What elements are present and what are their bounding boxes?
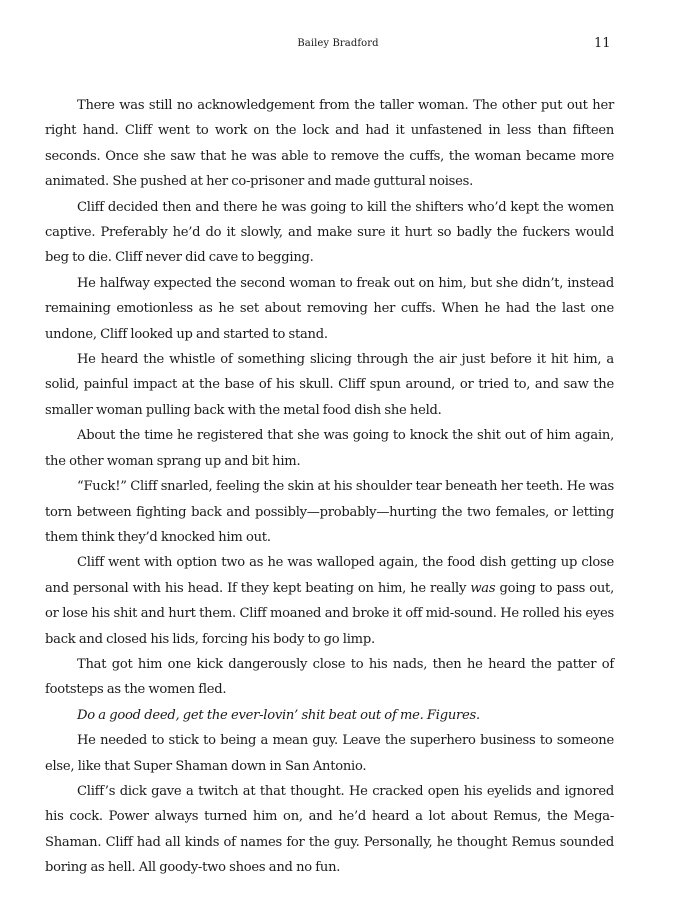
italic-thought: Do a good deed, get the ever-lovin’ shit beat out of me. Figures. (77, 707, 480, 723)
paragraph: There was still no acknowledgement from the taller woman. The other put out her right hand. Cliff went to work on the lock and had it unfastened in less than fifteen seconds. Once she saw that he was able to remove the cuffs, the woman became more animated. She pushed at her co-prisoner and made guttural noises. (45, 98, 614, 190)
paragraph (45, 550, 614, 652)
page-number: 11 (594, 36, 611, 51)
paragraph: He needed to stick to being a mean guy. Leave the superhero business to someone else, like that Super Shaman down in San Antonio. (45, 733, 614, 774)
paragraph-text: going to pass out, or lose his shit and hurt them. Cliff moaned and broke it off mid-sound. He rolled his eyes back and closed his lids, forcing his body to go limp. (45, 580, 614, 647)
paragraph: He heard the whistle of something slicing through the air just before it hit him, a solid, painful impact at the base of his skull. Cliff spun around, or tried to, and saw the smaller woman pulling back with the metal food dish she held. (45, 352, 614, 418)
emphasis-text: was (470, 580, 496, 596)
running-header-author: Bailey Bradford (297, 38, 379, 49)
paragraph: He halfway expected the second woman to freak out on him, but she didn’t, instead remaining emotionless as he set about removing her cuffs. When he had the last one undone, Cliff looked up and started to stand. (45, 275, 614, 342)
paragraph: Cliff decided then and there he was going to kill the shifters who’d kept the women captive. Preferably he’d do it slowly, and make sure it hurt so badly the fuckers would beg to die. Cliff never did cave to begging. (45, 199, 614, 266)
body-text (45, 93, 614, 881)
paragraph: “Fuck!” Cliff snarled, feeling the skin at his shoulder tear beneath her teeth. He was torn between fighting back and possibly—probably—hurting the two females, or letting them think they’d knocked him out. (45, 479, 614, 545)
paragraph-text: Cliff went with option two as he was walloped again, the food dish getting up close and personal with his head. If they kept beating on him, he really (45, 555, 614, 596)
paragraph: About the time he registered that she was going to knock the shit out of him again, the other woman sprang up and bit him. (45, 428, 614, 469)
paragraph: That got him one kick dangerously close to his nads, then he heard the patter of footsteps as the women fled. (45, 656, 614, 698)
paragraph: Cliff’s dick gave a twitch at that thought. He cracked open his eyelids and ignored his cock. Power always turned him on, and he’d heard a lot about Remus, the Mega-Shaman. Cliff had all kinds of names for the guy. Personally, he thought Remus sounded boring as hell. All goody-two shoes and no fun. (45, 783, 614, 876)
